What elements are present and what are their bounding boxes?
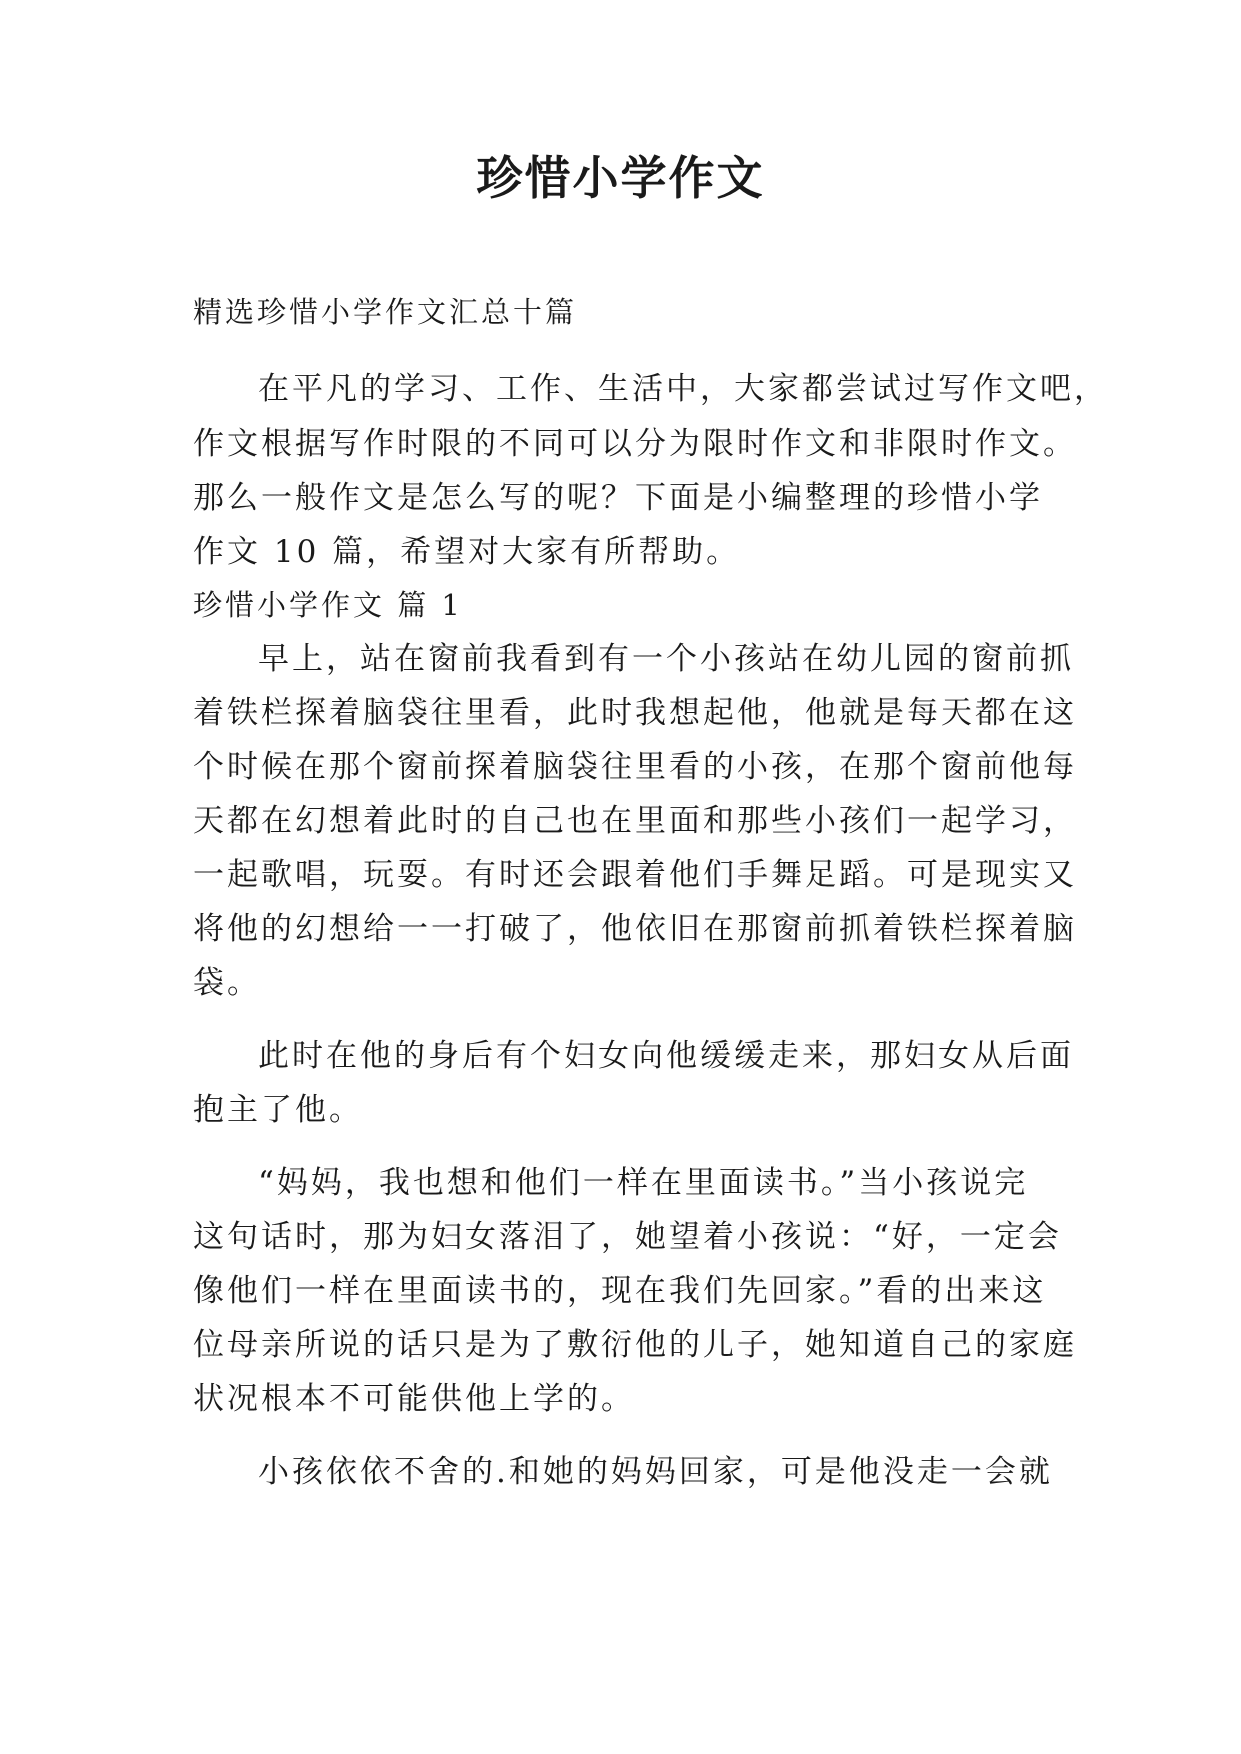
intro-line: 那么一般作文是怎么写的呢？下面是小编整理的珍惜小学 xyxy=(193,480,1043,516)
paragraph-line: 状况根本不可能供他上学的。 xyxy=(193,1381,635,1417)
intro-line: 作文 10 篇，希望对大家有所帮助。 xyxy=(193,534,741,570)
paragraph-line: 袋。 xyxy=(193,965,261,1001)
paragraph-line: 个时候在那个窗前探着脑袋往里看的小孩，在那个窗前他每 xyxy=(193,749,1077,785)
paragraph-line: 位母亲所说的话只是为了敷衍他的儿子，她知道自己的家庭 xyxy=(193,1327,1077,1363)
paragraph-line: 像他们一样在里面读书的，现在我们先回家。”看的出来这 xyxy=(193,1273,1047,1309)
paragraph-line: 将他的幻想给一一打破了，他依旧在那窗前抓着铁栏探着脑 xyxy=(193,911,1077,947)
paragraph-line: 着铁栏探着脑袋往里看，此时我想起他，他就是每天都在这 xyxy=(193,695,1077,731)
document-title: 珍惜小学作文 xyxy=(476,151,765,205)
paragraph-line: 此时在他的身后有个妇女向他缓缓走来，那妇女从后面 xyxy=(258,1038,1074,1074)
intro-line: 作文根据写作时限的不同可以分为限时作文和非限时作文。 xyxy=(193,426,1077,462)
section-heading: 珍惜小学作文 篇 1 xyxy=(193,588,463,622)
paragraph-line: 抱主了他。 xyxy=(193,1092,363,1128)
paragraph-line: 一起歌唱，玩耍。有时还会跟着他们手舞足蹈。可是现实又 xyxy=(193,857,1077,893)
paragraph-line: 早上，站在窗前我看到有一个小孩站在幼儿园的窗前抓 xyxy=(258,641,1074,677)
intro-line: 在平凡的学习、工作、生活中，大家都尝试过写作文吧， xyxy=(258,371,1108,407)
paragraph-line: 这句话时，那为妇女落泪了，她望着小孩说：“好，一定会 xyxy=(193,1219,1062,1255)
paragraph-line: 小孩依依不舍的.和她的妈妈回家，可是他没走一会就 xyxy=(258,1454,1053,1490)
paragraph-line: 天都在幻想着此时的自己也在里面和那些小孩们一起学习， xyxy=(193,803,1077,839)
paragraph-line: “妈妈，我也想和他们一样在里面读书。”当小孩说完 xyxy=(258,1165,1029,1201)
document-subtitle: 精选珍惜小学作文汇总十篇 xyxy=(193,295,578,329)
